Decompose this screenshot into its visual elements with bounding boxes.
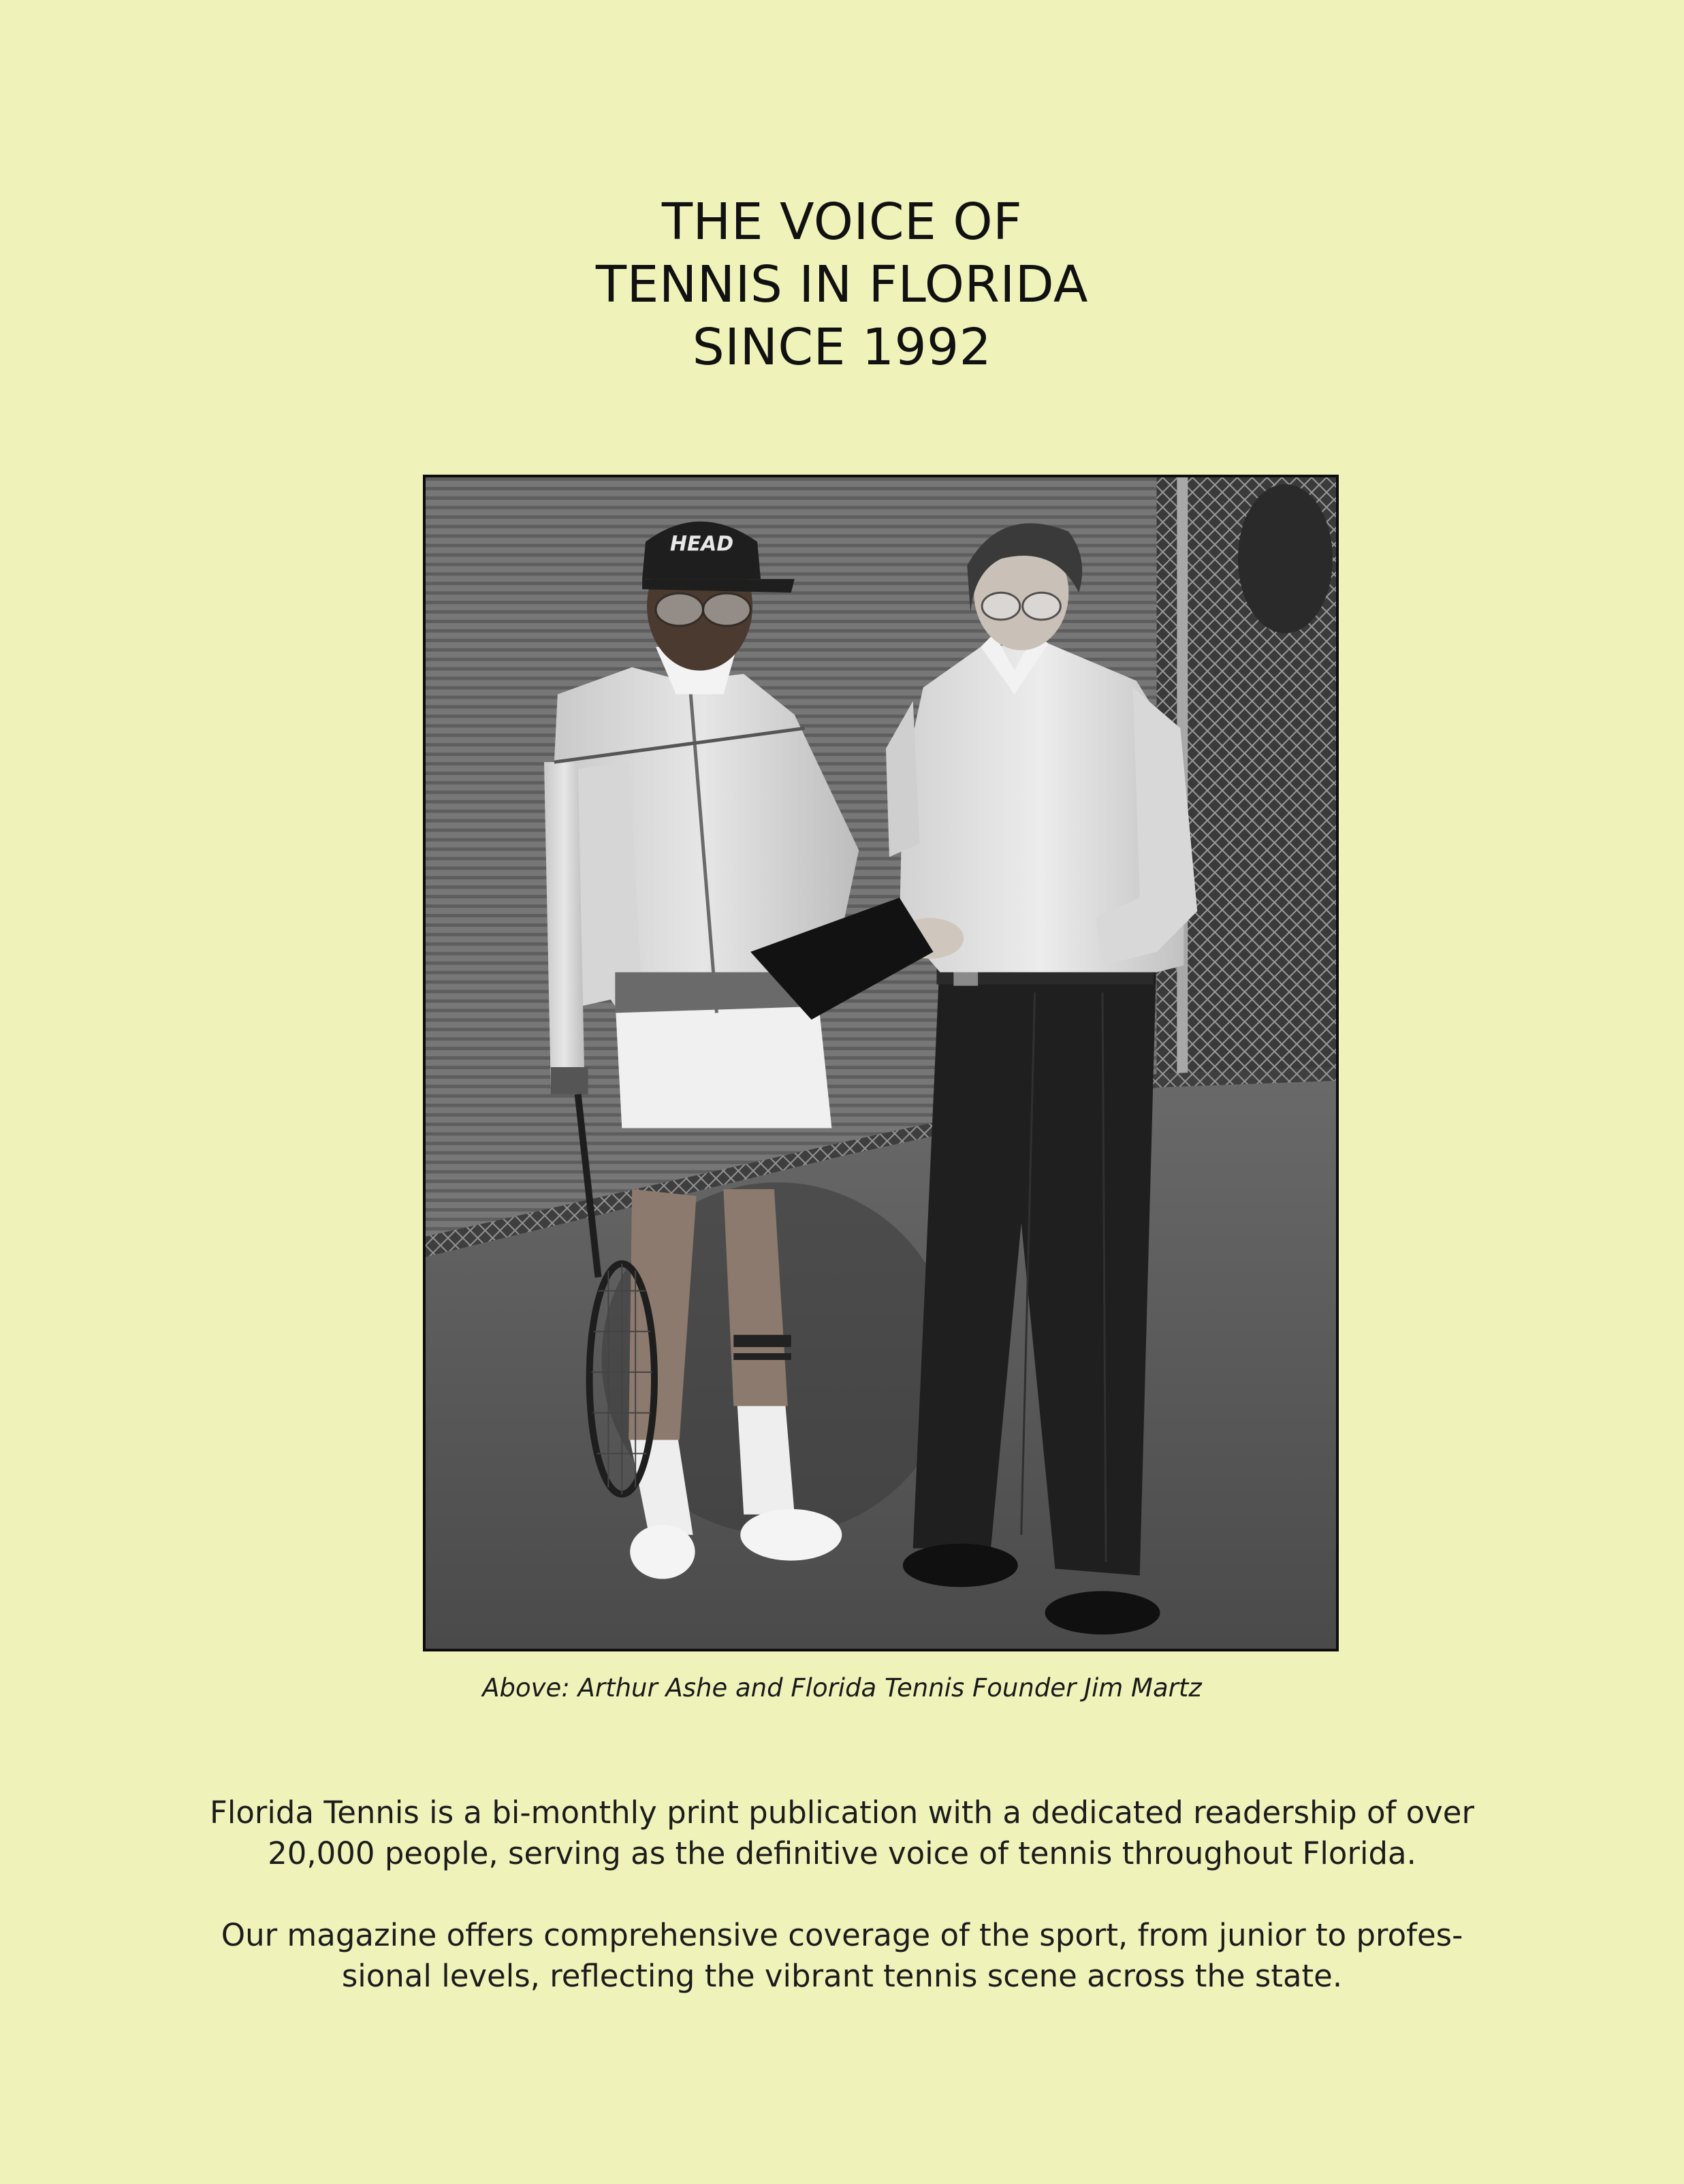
title-line-3: SINCE 1992: [692, 317, 992, 377]
title-line-1: THE VOICE OF: [661, 192, 1023, 251]
cap-logo-text: HEAD: [670, 532, 734, 556]
coverage-paragraph: [109, 1915, 1575, 1997]
intro-paragraph: [109, 1792, 1575, 1874]
title-line-2: TENNIS IN FLORIDA: [595, 255, 1089, 314]
intro-paragraph-line-1: Florida Tennis is a bi-monthly print publication with a dedicated readership of over: [210, 1794, 1474, 1831]
page-title: [0, 191, 1684, 379]
coverage-paragraph-line-1: Our magazine offers comprehensive coverage of the sport, from junior to profes-: [221, 1917, 1463, 1953]
coverage-paragraph-line-2: sional levels, reflecting the vibrant tennis scene across the state.: [341, 1958, 1343, 1994]
intro-paragraph-line-2: 20,000 people, serving as the definitive voice of tennis throughout Florida.: [268, 1835, 1416, 1871]
photo-illustration: [426, 477, 1336, 1649]
photo-caption: Above: Arthur Ashe and Florida Tennis Founder Jim Martz: [482, 1673, 1202, 1703]
founder-photo: [423, 475, 1339, 1651]
